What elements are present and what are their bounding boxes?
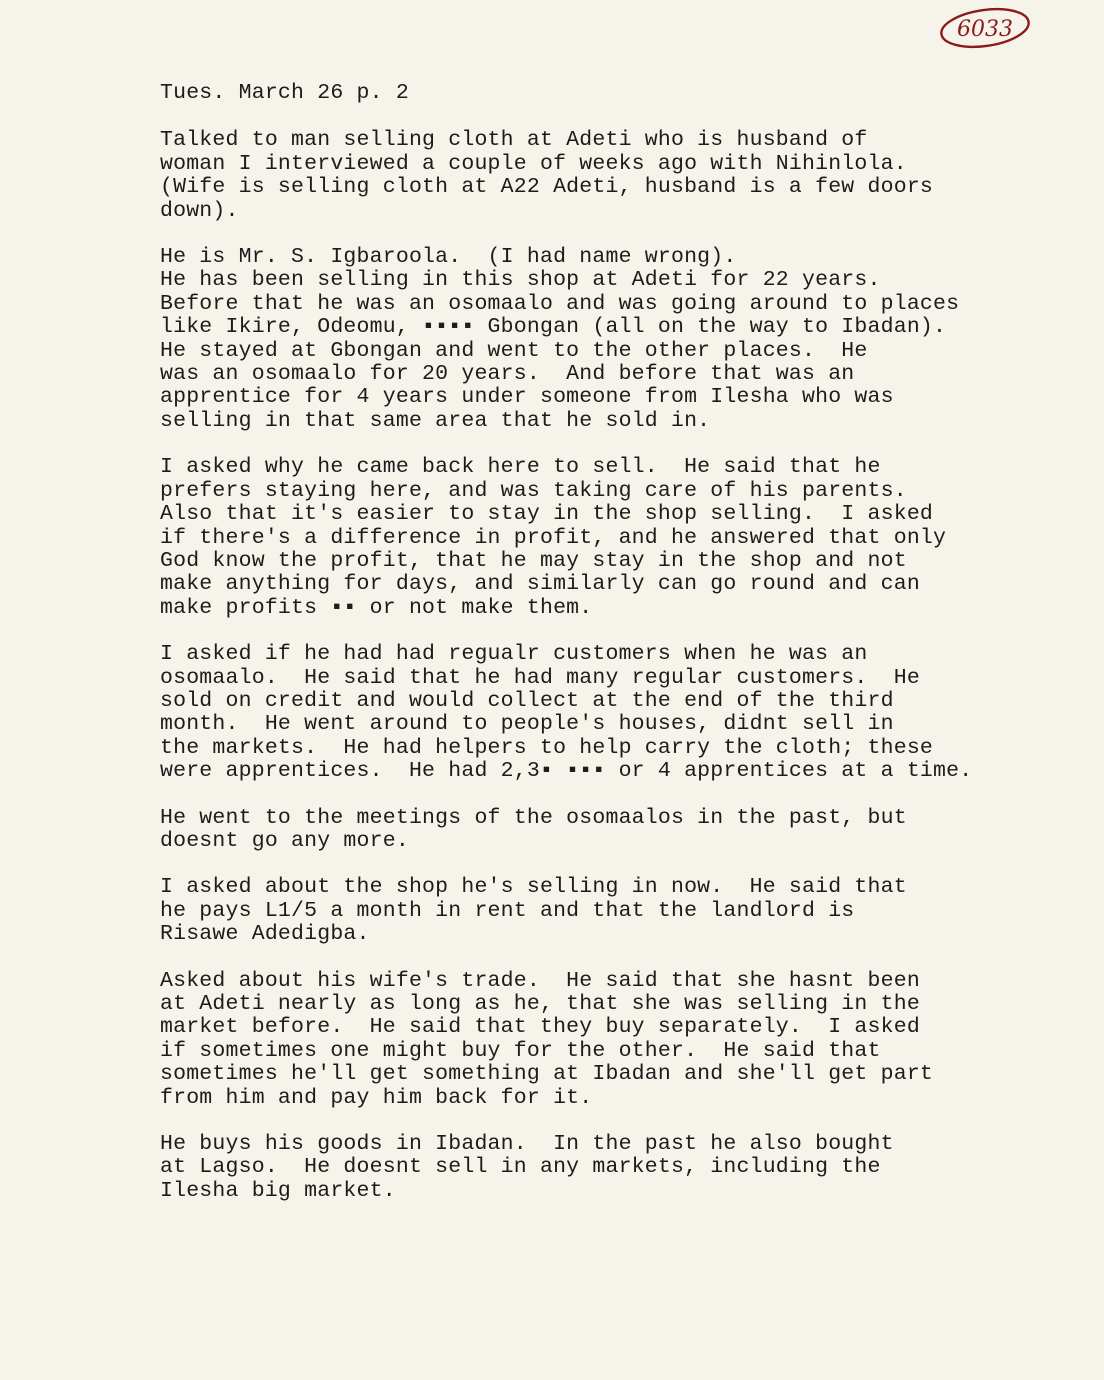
paragraph-list <box>160 129 1060 1203</box>
text-line: if sometimes one might buy for the other. He said that <box>160 1038 881 1063</box>
text-line: prefers staying here, and was taking care of his parents. <box>160 478 907 503</box>
text-line: he pays L1/5 a month in rent and that the landlord is <box>160 898 855 923</box>
text-line: sometimes he'll get something at Ibadan and she'll get part <box>160 1062 934 1087</box>
paragraph <box>160 807 1060 854</box>
text-line: He buys his goods in Ibadan. In the past he also bought <box>160 1132 894 1157</box>
text-line: I asked if he had had regualr customers when he was an <box>160 642 868 667</box>
paragraph <box>160 970 1060 1110</box>
text-line: (Wife is selling cloth at A22 Adeti, husband is a few doors <box>160 175 934 200</box>
text-line: doesnt go any more. <box>160 828 409 853</box>
text-line: I asked why he came back here to sell. He said that he <box>160 455 881 480</box>
text-line: was an osomaalo for 20 years. And before that was an <box>160 362 855 387</box>
text-line: market before. He said that they buy separately. I asked <box>160 1015 920 1040</box>
typed-notes <box>160 82 1060 1226</box>
text-line: woman I interviewed a couple of weeks ago with Nihinlola. <box>160 151 907 176</box>
text-line: were apprentices. He had 2,3▪ ▪▪▪ or 4 apprentices at a time. <box>160 759 973 784</box>
paragraph <box>160 129 1060 223</box>
text-line: the markets. He had helpers to help carry the cloth; these <box>160 735 934 760</box>
text-line: He has been selling in this shop at Adeti for 22 years. <box>160 268 881 293</box>
text-line: from him and pay him back for it. <box>160 1085 593 1110</box>
text-line: at Adeti nearly as long as he, that she was selling in the <box>160 992 920 1016</box>
text-line: Risawe Adedigba. <box>160 922 370 947</box>
dateline: Tues. March 26 p. 2 <box>160 81 409 105</box>
text-line: sold on credit and would collect at the end of the third <box>160 688 894 713</box>
text-line: make profits ▪▪ or not make them. <box>160 595 593 620</box>
text-line: Also that it's easier to stay in the shop selling. I asked <box>160 502 934 527</box>
text-line: month. He went around to people's houses, didnt sell in <box>160 712 894 737</box>
text-line: selling in that same area that he sold in. <box>160 408 711 433</box>
paragraph <box>160 643 1060 783</box>
text-line: at Lagso. He doesnt sell in any markets, including the <box>160 1155 881 1180</box>
paragraph <box>160 876 1060 946</box>
text-line: God know the profit, that he may stay in the shop and not <box>160 548 907 573</box>
text-line: if there's a difference in profit, and he answered that only <box>160 525 947 550</box>
text-line: down). <box>160 198 239 223</box>
paragraph <box>160 1133 1060 1203</box>
paragraph <box>160 246 1060 433</box>
text-line: osomaalo. He said that he had many regular customers. He <box>160 665 920 690</box>
text-line: make anything for days, and similarly can go round and can <box>160 572 920 597</box>
text-line: He is Mr. S. Igbaroola. (I had name wrong). <box>160 245 737 270</box>
text-line: I asked about the shop he's selling in now. He said that <box>160 875 907 900</box>
page-number-stamp <box>938 6 1032 50</box>
text-line: like Ikire, Odeomu, ▪▪▪▪ Gbongan (all on the way to Ibadan). <box>160 315 947 340</box>
text-line: Talked to man selling cloth at Adeti who is husband of <box>160 128 868 153</box>
text-line: Ilesha big market. <box>160 1178 396 1203</box>
stamp-number: 6033 <box>957 17 1013 42</box>
text-line: He went to the meetings of the osomaalos in the past, but <box>160 805 907 830</box>
text-line: apprentice for 4 years under someone from Ilesha who was <box>160 385 894 410</box>
text-line: He stayed at Gbongan and went to the other places. He <box>160 338 868 363</box>
text-line: Before that he was an osomaalo and was going around to places <box>160 291 960 316</box>
paragraph <box>160 456 1060 620</box>
text-line: Asked about his wife's trade. He said that she hasnt been <box>160 968 920 993</box>
